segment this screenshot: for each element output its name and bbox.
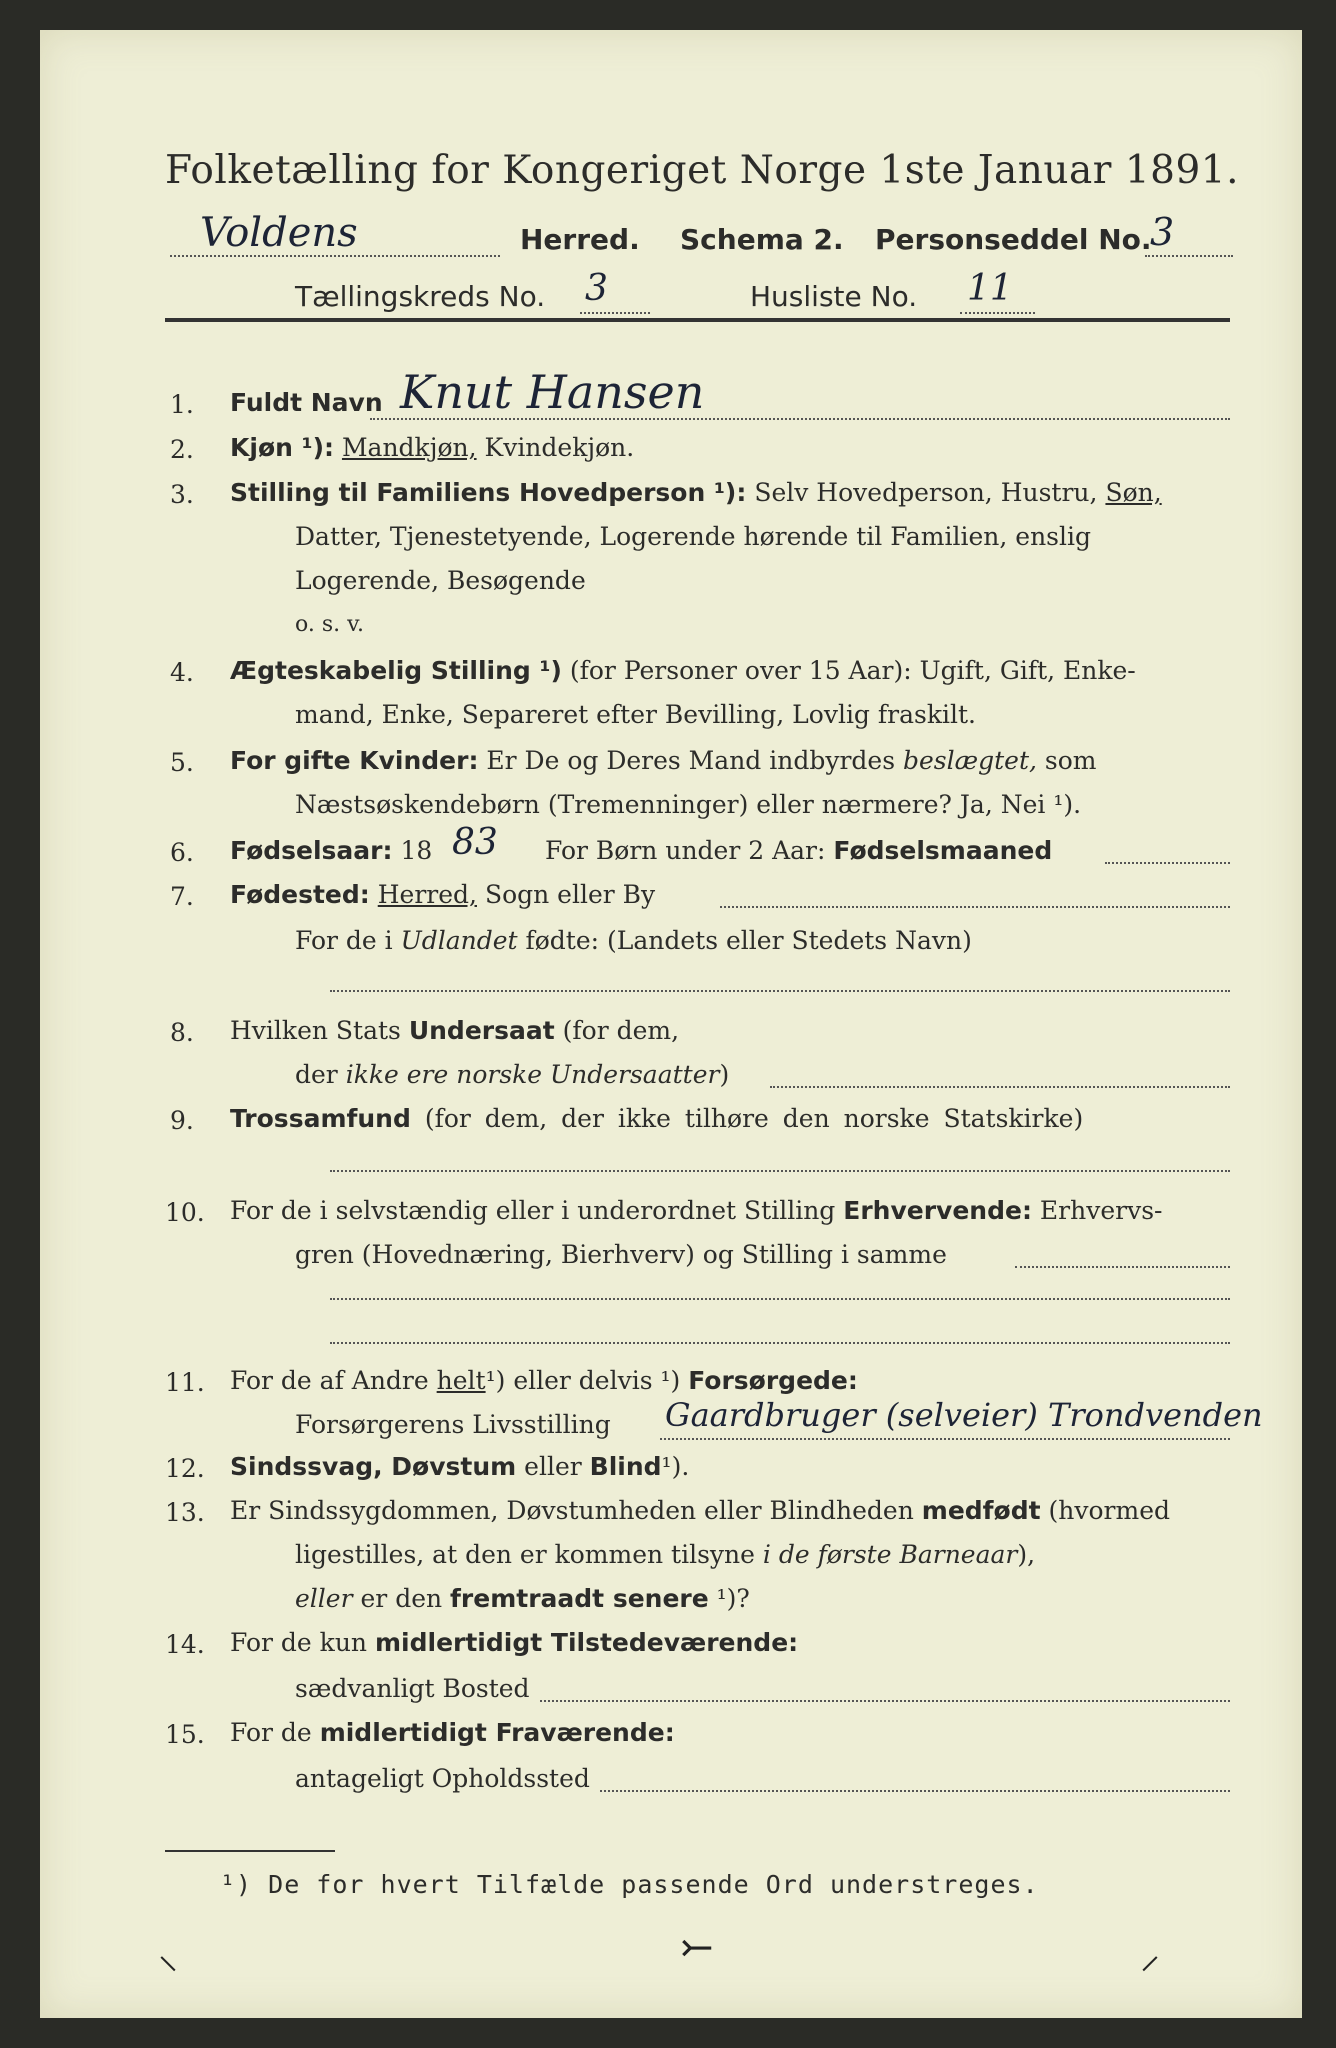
q10-answer-line-2 xyxy=(330,1342,1230,1344)
q7-number: 7. xyxy=(170,882,194,911)
q10-text2: Erhvervs- xyxy=(1039,1196,1163,1225)
census-form xyxy=(40,30,1302,2018)
kreds-label: Tællingskreds No. xyxy=(295,280,546,313)
kreds-line xyxy=(580,312,650,314)
q10-row xyxy=(230,1196,1162,1226)
q15-label: midlertidigt Fraværende: xyxy=(319,1718,675,1747)
q6-prefix: 18 xyxy=(400,836,433,865)
q14-text: For de kun xyxy=(230,1628,368,1657)
q3-line2: Datter, Tjenestetyende, Logerende hørende til Familien, enslig xyxy=(295,522,1092,551)
personseddel-line xyxy=(1145,255,1233,257)
q7-text: Sogn eller By xyxy=(484,880,656,909)
q7-line2a: For de i xyxy=(295,926,393,955)
q13-label: medfødt xyxy=(921,1496,1041,1525)
q13-line2 xyxy=(295,1540,1035,1570)
q5-number: 5. xyxy=(170,748,194,777)
q7-answer-line xyxy=(330,990,1230,992)
q5-label: For gifte Kvinder: xyxy=(230,746,479,775)
q9-row xyxy=(230,1104,1083,1134)
q14-row xyxy=(230,1628,798,1658)
binding-mark-center: ⤚ xyxy=(680,1925,714,1971)
q14-label: midlertidigt Tilstedeværende: xyxy=(374,1628,799,1657)
q4-label: Ægteskabelig Stilling ¹) xyxy=(230,656,562,685)
q15-number: 15. xyxy=(165,1720,205,1749)
q8-line xyxy=(770,1086,1230,1088)
q2-label: Kjøn ¹): xyxy=(230,433,334,462)
binding-mark-left: ⸜ xyxy=(158,1932,178,1978)
q10-label: Erhvervende: xyxy=(843,1196,1032,1225)
q7-option-herred: Herred, xyxy=(377,880,477,909)
q8-row xyxy=(230,1016,679,1046)
q14-line2: sædvanligt Bosted xyxy=(295,1674,530,1703)
husliste-line xyxy=(960,312,1035,314)
q4-number: 4. xyxy=(170,658,194,687)
q5-text1: Er De og Deres Mand indbyrdes xyxy=(486,746,896,775)
q13-line2-italic: i de første Barneaar xyxy=(762,1540,1018,1569)
q10-line xyxy=(1015,1266,1230,1268)
q7-line2 xyxy=(295,926,972,956)
q12-text2: ¹). xyxy=(661,1452,690,1481)
header-rule xyxy=(165,318,1230,322)
q3-option-son: Søn, xyxy=(1105,478,1162,507)
q15-line xyxy=(600,1790,1230,1792)
q7-line2-italic: Udlandet xyxy=(400,926,518,955)
q10-line2: gren (Hovednæring, Bierhverv) og Stilling i samme xyxy=(295,1240,947,1269)
q11-row xyxy=(230,1366,858,1396)
q13-number: 13. xyxy=(165,1498,205,1527)
q13-line3a: er den xyxy=(360,1584,443,1613)
q11-option-helt: helt xyxy=(436,1366,486,1395)
personseddel-label: Personseddel No. xyxy=(875,223,1152,256)
q11-line xyxy=(660,1438,1230,1440)
q2-option-male: Mandkjøn, xyxy=(341,433,477,462)
binding-mark-right: ⸝ xyxy=(1140,1932,1160,1978)
form-title: Folketælling for Kongeriget Norge 1ste Januar 1891. xyxy=(165,148,1239,193)
q11-number: 11. xyxy=(165,1368,205,1397)
q6-row xyxy=(230,836,432,866)
q8-line2a: der xyxy=(295,1060,338,1089)
q13-row xyxy=(230,1496,1170,1526)
footnote-rule xyxy=(165,1850,335,1852)
kreds-handwritten: 3 xyxy=(585,268,608,309)
q9-number: 9. xyxy=(170,1106,194,1135)
q8-line2 xyxy=(295,1060,729,1090)
q7-line xyxy=(720,906,1230,908)
q7-row xyxy=(230,880,655,910)
q6-text: For Børn under 2 Aar: xyxy=(545,836,826,865)
q2-row xyxy=(230,433,634,463)
q6-row-right xyxy=(545,836,1052,866)
q15-row xyxy=(230,1718,675,1748)
q5-italic: beslægtet, xyxy=(903,746,1037,775)
q8-label: Undersaat xyxy=(408,1016,555,1045)
q9-label: Trossamfund xyxy=(230,1104,411,1133)
q13-text2: (hvormed xyxy=(1048,1496,1171,1525)
herred-label: Herred. xyxy=(520,223,640,256)
q13-line3b: ¹)? xyxy=(716,1584,750,1613)
q3-number: 3. xyxy=(170,480,194,509)
q11-text2: ¹) eller delvis ¹) xyxy=(485,1366,681,1395)
q1-number: 1. xyxy=(170,390,194,419)
q14-line xyxy=(540,1700,1230,1702)
q13-line2b: ), xyxy=(1017,1540,1036,1569)
q3-label: Stilling til Familiens Hovedperson ¹): xyxy=(230,478,747,507)
q1-line xyxy=(370,418,1230,420)
q13-line3-label: fremtraadt senere xyxy=(450,1584,709,1613)
q10-answer-line-1 xyxy=(330,1298,1230,1300)
q5-line2: Næstsøskendebørn (Tremenninger) eller nærmere? Ja, Nei ¹). xyxy=(295,790,1082,819)
q10-text1: For de i selvstændig eller i underordnet Stilling xyxy=(230,1196,836,1225)
q11-line2: Forsørgerens Livsstilling xyxy=(295,1410,611,1439)
q12-text: eller xyxy=(524,1452,582,1481)
footnote: ¹) De for hvert Tilfælde passende Ord understreges. xyxy=(220,1870,1039,1899)
q15-line2: antageligt Opholdssted xyxy=(295,1764,590,1793)
personseddel-handwritten: 3 xyxy=(1150,210,1175,254)
q12-label2: Blind xyxy=(589,1452,662,1481)
q7-label: Fødested: xyxy=(230,880,370,909)
q1-label: Fuldt Navn xyxy=(230,388,383,417)
q12-number: 12. xyxy=(165,1454,205,1483)
q8-line2b: ) xyxy=(719,1060,730,1089)
q2-number: 2. xyxy=(170,435,194,464)
herred-handwritten: Voldens xyxy=(200,210,358,256)
q11-label: Forsørgede: xyxy=(688,1366,858,1395)
q15-text: For de xyxy=(230,1718,312,1747)
q10-number: 10. xyxy=(165,1198,205,1227)
q8-text2: (for dem, xyxy=(562,1016,680,1045)
q2-option-female: Kvindekjøn. xyxy=(484,433,635,462)
q6-number: 6. xyxy=(170,838,194,867)
q9-text: (for dem, der ikke tilhøre den norske Statskirke) xyxy=(424,1104,1084,1133)
q9-answer-line xyxy=(330,1170,1230,1172)
q6-handwritten-year: 83 xyxy=(452,822,498,863)
q3-line4: o. s. v. xyxy=(295,612,364,637)
q6-line xyxy=(1105,862,1230,864)
husliste-handwritten: 11 xyxy=(967,268,1013,309)
q8-line2-italic: ikke ere norske Undersaatter xyxy=(345,1060,720,1089)
q8-number: 8. xyxy=(170,1018,194,1047)
q11-handwritten-occupation: Gaardbruger (selveier) Trondvenden xyxy=(665,1396,1263,1434)
q4-text: (for Personer over 15 Aar): Ugift, Gift, Enke- xyxy=(569,656,1136,685)
q3-text: Selv Hovedperson, Hustru, xyxy=(754,478,1098,507)
q13-line3-italic: eller xyxy=(295,1584,353,1613)
q11-text1: For de af Andre xyxy=(230,1366,429,1395)
q6-label: Fødselsaar: xyxy=(230,836,393,865)
husliste-label: Husliste No. xyxy=(750,280,918,313)
q1-handwritten-name: Knut Hansen xyxy=(400,365,705,419)
q3-line3: Logerende, Besøgende xyxy=(295,566,586,595)
q5-row xyxy=(230,746,1097,776)
q13-line3 xyxy=(295,1584,750,1614)
q13-line2a: ligestilles, at den er kommen tilsyne xyxy=(295,1540,755,1569)
q14-number: 14. xyxy=(165,1630,205,1659)
q12-label: Sindssvag, Døvstum xyxy=(230,1452,517,1481)
q5-text2: som xyxy=(1044,746,1097,775)
q7-line2b: fødte: (Landets eller Stedets Navn) xyxy=(525,926,972,955)
q8-text1: Hvilken Stats xyxy=(230,1016,401,1045)
q12-row xyxy=(230,1452,689,1482)
q4-row xyxy=(230,656,1136,686)
q13-text1: Er Sindssygdommen, Døvstumheden eller Blindheden xyxy=(230,1496,914,1525)
q3-row xyxy=(230,478,1162,508)
schema-label: Schema 2. xyxy=(680,223,844,256)
q4-line2: mand, Enke, Separeret efter Bevilling, Lovlig fraskilt. xyxy=(295,700,976,729)
q6-label2: Fødselsmaaned xyxy=(833,836,1053,865)
